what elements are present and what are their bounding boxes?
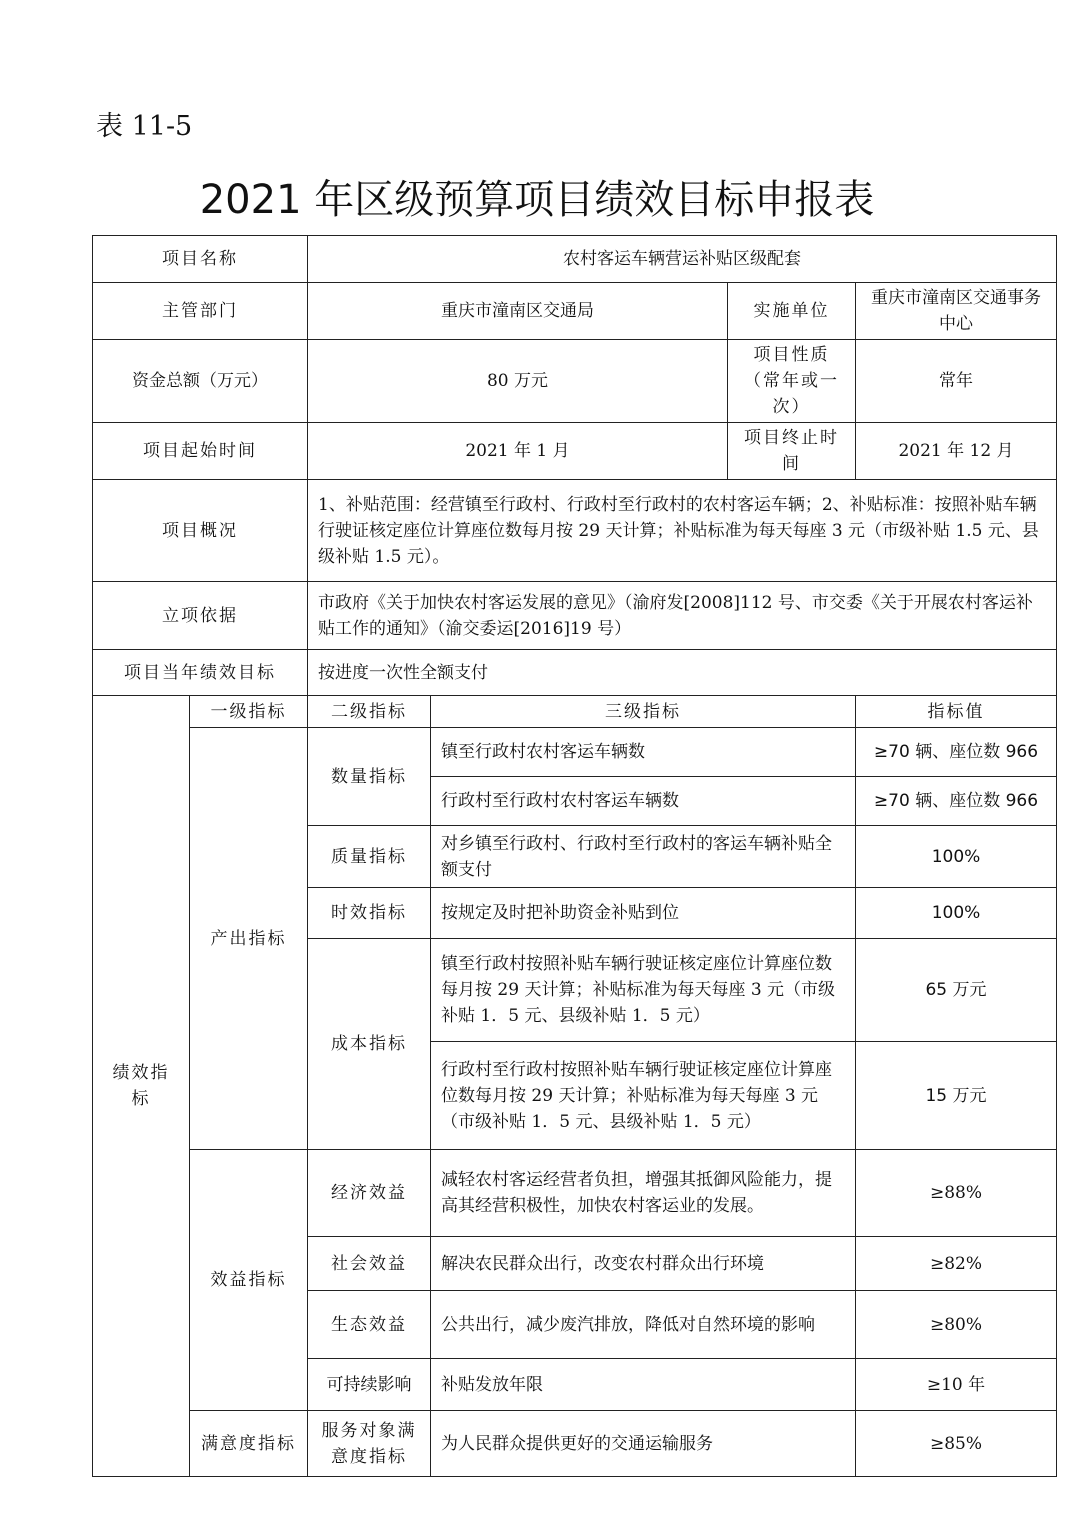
level3-text: 按规定及时把补助资金补贴到位 (431, 888, 856, 939)
table-label: 表 11-5 (96, 111, 193, 142)
level2-quality: 质量指标 (308, 826, 431, 888)
indicator-value: 100% (856, 826, 1057, 888)
level3-text: 减轻农村客运经营者负担，增强其抵御风险能力，提高其经营积极性，加快农村客运业的发展。 (431, 1150, 856, 1237)
level2-ecological: 生态效益 (308, 1291, 431, 1359)
level3-text: 为人民群众提供更好的交通运输服务 (431, 1411, 856, 1477)
level3-text: 镇至行政村按照补贴车辆行驶证核定座位计算座位数每月按 29 天计算；补贴标准为每天每座 3 元（市级补贴 1．5 元、县级补贴 1．5 元） (431, 939, 856, 1042)
level3-text: 补贴发放年限 (431, 1359, 856, 1411)
level3-text: 行政村至行政村按照补贴车辆行驶证核定座位计算座位数每月按 29 天计算；补贴标准为每天每座 3 元（市级补贴 1．5 元、县级补贴 1．5 元） (431, 1042, 856, 1150)
project-name-label: 项目名称 (93, 236, 308, 283)
unit-value: 重庆市潼南区交通事务中心 (856, 283, 1057, 340)
project-name: 农村客运车辆营运补贴区级配套 (308, 236, 1057, 283)
level2-timeliness: 时效指标 (308, 888, 431, 939)
header-level1: 一级指标 (190, 696, 308, 728)
level2-social: 社会效益 (308, 1237, 431, 1291)
overview-text: 1、补贴范围：经营镇至行政村、行政村至行政村的农村客运车辆；2、补贴标准：按照补贴车辆行驶证核定座位计算座位数每月按 29 天计算；补贴标准为每天每座 3 元（市级补贴 1.5 元、县级补贴 1.5 元）。 (308, 480, 1057, 582)
level2-cost: 成本指标 (308, 939, 431, 1150)
level2-quantity: 数量指标 (308, 728, 431, 826)
level3-text: 解决农民群众出行，改变农村群众出行环境 (431, 1237, 856, 1291)
end-label: 项目终止时间 (728, 423, 856, 480)
start-label: 项目起始时间 (93, 423, 308, 480)
performance-table (92, 235, 1057, 1477)
indicator-value: ≥10 年 (856, 1359, 1057, 1411)
level3-text: 行政村至行政村农村客运车辆数 (431, 777, 856, 826)
basis-label: 立项依据 (93, 582, 308, 650)
table-row (93, 582, 1057, 650)
level1-satisfaction: 满意度指标 (190, 1411, 308, 1477)
perf-label: 绩效指标 (93, 696, 190, 1477)
indicator-value: 15 万元 (856, 1042, 1057, 1150)
indicator-value: 100% (856, 888, 1057, 939)
table-row (93, 340, 1057, 423)
end-value: 2021 年 12 月 (856, 423, 1057, 480)
table-row (93, 480, 1057, 582)
dept-label: 主管部门 (93, 283, 308, 340)
dept-value: 重庆市潼南区交通局 (308, 283, 728, 340)
nature-value: 常年 (856, 340, 1057, 423)
header-level3: 三级指标 (431, 696, 856, 728)
nature-label: 项目性质（常年或一次） (728, 340, 856, 423)
table-row (93, 423, 1057, 480)
table-row (93, 650, 1057, 696)
overview-label: 项目概况 (93, 480, 308, 582)
unit-label: 实施单位 (728, 283, 856, 340)
indicator-value: ≥80% (856, 1291, 1057, 1359)
indicator-value: ≥85% (856, 1411, 1057, 1477)
table-row (93, 283, 1057, 340)
table-row (93, 1150, 1057, 1237)
level1-output: 产出指标 (190, 728, 308, 1150)
page-title: 2021 年区级预算项目绩效目标申报表 (199, 177, 875, 223)
funds-label: 资金总额（万元） (93, 340, 308, 423)
table-row (93, 696, 1057, 728)
indicator-value: ≥82% (856, 1237, 1057, 1291)
goal-text: 按进度一次性全额支付 (308, 650, 1057, 696)
level2-economic: 经济效益 (308, 1150, 431, 1237)
start-value: 2021 年 1 月 (308, 423, 728, 480)
basis-text: 市政府《关于加快农村客运发展的意见》（渝府发[2008]112 号、市交委《关于开展农村客运补贴工作的通知》（渝交委运[2016]19 号） (308, 582, 1057, 650)
header-value: 指标值 (856, 696, 1057, 728)
funds-value: 80 万元 (308, 340, 728, 423)
table-row (93, 728, 1057, 777)
goal-label: 项目当年绩效目标 (93, 650, 308, 696)
level3-text: 对乡镇至行政村、行政村至行政村的客运车辆补贴全额支付 (431, 826, 856, 888)
indicator-value: ≥88% (856, 1150, 1057, 1237)
level2-sustainable: 可持续影响 (308, 1359, 431, 1411)
indicator-value: 65 万元 (856, 939, 1057, 1042)
level2-service-satisfaction: 服务对象满意度指标 (308, 1411, 431, 1477)
indicator-value: ≥70 辆、座位数 966 (856, 728, 1057, 777)
table-row (93, 1411, 1057, 1477)
level1-benefit: 效益指标 (190, 1150, 308, 1411)
indicator-value: ≥70 辆、座位数 966 (856, 777, 1057, 826)
header-level2: 二级指标 (308, 696, 431, 728)
level3-text: 镇至行政村农村客运车辆数 (431, 728, 856, 777)
table-row (93, 236, 1057, 283)
level3-text: 公共出行，减少废汽排放，降低对自然环境的影响 (431, 1291, 856, 1359)
